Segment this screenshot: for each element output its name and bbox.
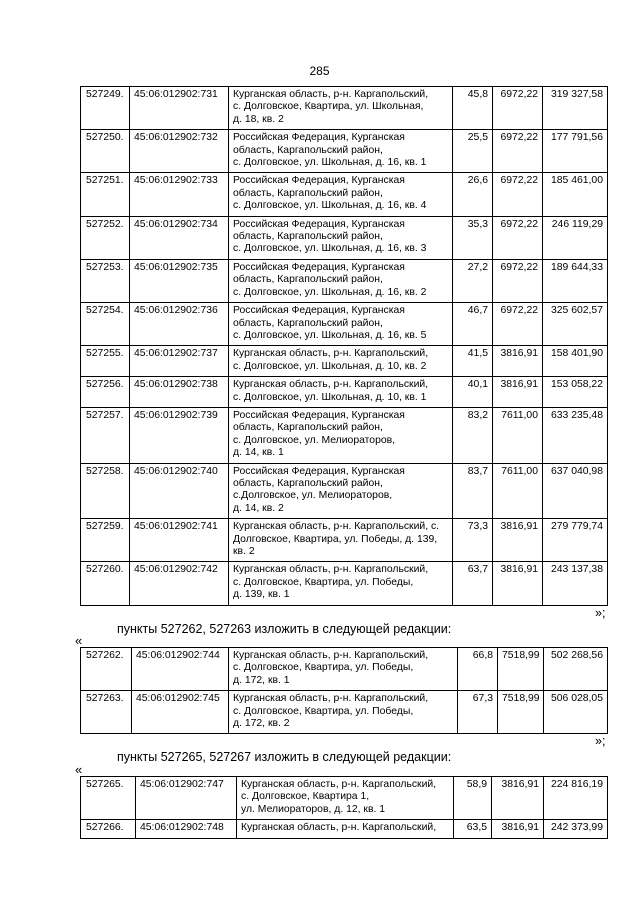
total-value: 502 268,56	[544, 648, 608, 691]
cadastral-number: 45:06:012902:735	[130, 259, 229, 302]
table-row	[81, 346, 608, 377]
cadastral-number: 45:06:012902:739	[130, 407, 229, 463]
area: 66,8	[458, 648, 498, 691]
address: Курганская область, р-н. Каргапольский, с. Долговское, ул. Школьная, д. 10, кв. 1	[229, 377, 453, 408]
cadastral-number: 45:06:012902:747	[136, 777, 237, 820]
unit-price: 6972,22	[493, 87, 543, 130]
address: Российская Федерация, Курганская область, Каргапольский район, с.Долговское, ул. Мелиораторов, д. 14, кв. 2	[229, 463, 453, 519]
unit-price: 6972,22	[493, 216, 543, 259]
unit-price: 6972,22	[493, 130, 543, 173]
address: Российская Федерация, Курганская область, Каргапольский район, с. Долговское, ул. Мелиораторов, д. 14, кв. 1	[229, 407, 453, 463]
area: 63,5	[454, 820, 492, 838]
property-table-1	[80, 86, 608, 606]
area: 73,3	[453, 519, 493, 562]
address: Курганская область, р-н. Каргапольский, с. Долговское, Квартира 1, ул. Мелиораторов, д. 12, кв. 1	[237, 777, 454, 820]
row-number: 527252.	[81, 216, 130, 259]
property-table-2	[80, 647, 608, 734]
cadastral-number: 45:06:012902:736	[130, 303, 229, 346]
table-row	[81, 820, 608, 838]
unit-price: 7611,00	[493, 463, 543, 519]
area: 35,3	[453, 216, 493, 259]
address: Курганская область, р-н. Каргапольский, с. Долговское, Квартира, ул. Победы, д. 172, кв. 2	[229, 691, 458, 734]
table-row	[81, 777, 608, 820]
cadastral-number: 45:06:012902:745	[132, 691, 229, 734]
total-value: 633 235,48	[543, 407, 608, 463]
table-row	[81, 173, 608, 216]
cadastral-number: 45:06:012902:737	[130, 346, 229, 377]
table-row	[81, 259, 608, 302]
address: Российская Федерация, Курганская область, Каргапольский район, с. Долговское, ул. Школьная, д. 16, кв. 5	[229, 303, 453, 346]
total-value: 242 373,99	[544, 820, 608, 838]
row-number: 527254.	[81, 303, 130, 346]
area: 83,2	[453, 407, 493, 463]
amendment-paragraph-2: пункты 527265, 527267 изложить в следующей редакции:	[117, 750, 452, 764]
area: 63,7	[453, 562, 493, 605]
area: 40,1	[453, 377, 493, 408]
unit-price: 6972,22	[493, 259, 543, 302]
total-value: 185 461,00	[543, 173, 608, 216]
row-number: 527266.	[81, 820, 136, 838]
cadastral-number: 45:06:012902:733	[130, 173, 229, 216]
area: 41,5	[453, 346, 493, 377]
table-row	[81, 519, 608, 562]
total-value: 246 119,29	[543, 216, 608, 259]
total-value: 158 401,90	[543, 346, 608, 377]
cadastral-number: 45:06:012902:731	[130, 87, 229, 130]
address: Российская Федерация, Курганская область, Каргапольский район, с. Долговское, ул. Школьная, д. 16, кв. 2	[229, 259, 453, 302]
total-value: 153 058,22	[543, 377, 608, 408]
cadastral-number: 45:06:012902:732	[130, 130, 229, 173]
address: Курганская область, р-н. Каргапольский, с. Долговское, Квартира, ул. Победы, д. 139, кв. 2	[229, 519, 453, 562]
area: 45,8	[453, 87, 493, 130]
table-row	[81, 87, 608, 130]
cadastral-number: 45:06:012902:740	[130, 463, 229, 519]
property-table-3	[80, 776, 608, 839]
cadastral-number: 45:06:012902:744	[132, 648, 229, 691]
row-number: 527265.	[81, 777, 136, 820]
area: 46,7	[453, 303, 493, 346]
unit-price: 3816,91	[493, 519, 543, 562]
address: Российская Федерация, Курганская область, Каргапольский район, с. Долговское, ул. Школьная, д. 16, кв. 1	[229, 130, 453, 173]
total-value: 243 137,38	[543, 562, 608, 605]
area: 27,2	[453, 259, 493, 302]
cadastral-number: 45:06:012902:748	[136, 820, 237, 838]
address: Российская Федерация, Курганская область, Каргапольский район, с. Долговское, ул. Школьная, д. 16, кв. 4	[229, 173, 453, 216]
address: Курганская область, р-н. Каргапольский, с. Долговское, Квартира, ул. Школьная, д. 18, кв. 2	[229, 87, 453, 130]
page-number: 285	[309, 64, 330, 78]
unit-price: 3816,91	[493, 562, 543, 605]
row-number: 527257.	[81, 407, 130, 463]
open-quote-2: «	[75, 762, 83, 777]
area: 58,9	[454, 777, 492, 820]
table-row	[81, 648, 608, 691]
address: Курганская область, р-н. Каргапольский, с. Долговское, ул. Школьная, д. 10, кв. 2	[229, 346, 453, 377]
cadastral-number: 45:06:012902:742	[130, 562, 229, 605]
row-number: 527255.	[81, 346, 130, 377]
total-value: 189 644,33	[543, 259, 608, 302]
close-quote-1: »;	[595, 606, 606, 620]
table-row	[81, 463, 608, 519]
close-quote-2: »;	[595, 734, 606, 748]
unit-price: 3816,91	[492, 777, 544, 820]
total-value: 224 816,19	[544, 777, 608, 820]
area: 67,3	[458, 691, 498, 734]
row-number: 527253.	[81, 259, 130, 302]
table-row	[81, 303, 608, 346]
table-row	[81, 562, 608, 605]
unit-price: 3816,91	[493, 377, 543, 408]
area: 26,6	[453, 173, 493, 216]
total-value: 637 040,98	[543, 463, 608, 519]
table-row	[81, 130, 608, 173]
total-value: 177 791,56	[543, 130, 608, 173]
cadastral-number: 45:06:012902:738	[130, 377, 229, 408]
unit-price: 7518,99	[498, 691, 544, 734]
address: Курганская область, р-н. Каргапольский,	[237, 820, 454, 838]
area: 25,5	[453, 130, 493, 173]
unit-price: 3816,91	[492, 820, 544, 838]
row-number: 527250.	[81, 130, 130, 173]
table-row	[81, 216, 608, 259]
row-number: 527258.	[81, 463, 130, 519]
table-row	[81, 407, 608, 463]
address: Курганская область, р-н. Каргапольский, с. Долговское, Квартира, ул. Победы, д. 172, кв. 1	[229, 648, 458, 691]
address: Российская Федерация, Курганская область, Каргапольский район, с. Долговское, ул. Школьная, д. 16, кв. 3	[229, 216, 453, 259]
total-value: 319 327,58	[543, 87, 608, 130]
unit-price: 6972,22	[493, 173, 543, 216]
cadastral-number: 45:06:012902:741	[130, 519, 229, 562]
unit-price: 7611,00	[493, 407, 543, 463]
unit-price: 3816,91	[493, 346, 543, 377]
area: 83,7	[453, 463, 493, 519]
total-value: 506 028,05	[544, 691, 608, 734]
address: Курганская область, р-н. Каргапольский, с. Долговское, Квартира, ул. Победы, д. 139, кв. 1	[229, 562, 453, 605]
unit-price: 6972,22	[493, 303, 543, 346]
row-number: 527262.	[81, 648, 132, 691]
row-number: 527263.	[81, 691, 132, 734]
row-number: 527256.	[81, 377, 130, 408]
total-value: 279 779,74	[543, 519, 608, 562]
amendment-paragraph-1: пункты 527262, 527263 изложить в следующей редакции:	[117, 622, 452, 636]
row-number: 527259.	[81, 519, 130, 562]
row-number: 527251.	[81, 173, 130, 216]
open-quote-1: «	[75, 633, 83, 648]
total-value: 325 602,57	[543, 303, 608, 346]
table-row	[81, 691, 608, 734]
row-number: 527249.	[81, 87, 130, 130]
unit-price: 7518,99	[498, 648, 544, 691]
row-number: 527260.	[81, 562, 130, 605]
table-row	[81, 377, 608, 408]
cadastral-number: 45:06:012902:734	[130, 216, 229, 259]
